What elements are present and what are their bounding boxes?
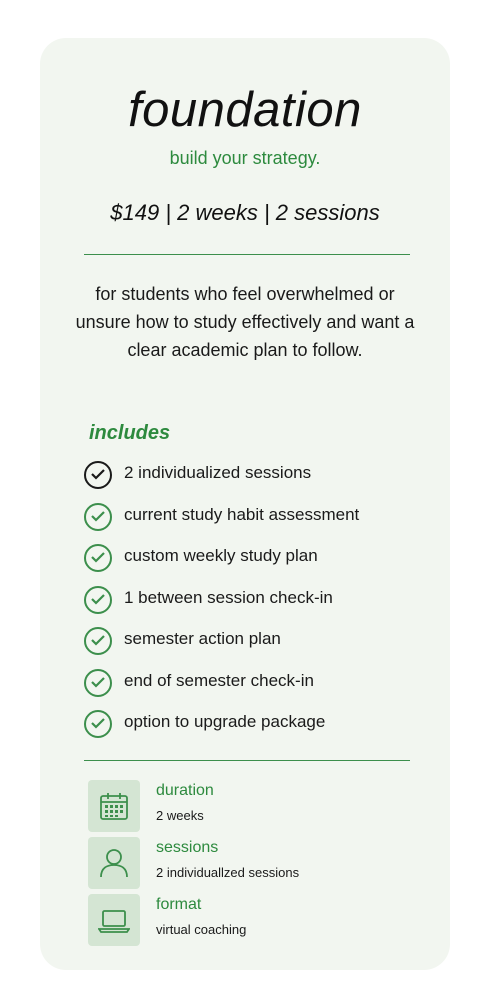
laptop-icon	[88, 894, 140, 946]
check-circle-icon	[84, 627, 112, 655]
calendar-icon	[88, 780, 140, 832]
feature-item	[84, 585, 444, 613]
package-title: foundation	[128, 83, 362, 137]
check-circle-icon	[84, 503, 112, 531]
top-divider	[84, 254, 410, 255]
info-value: 2 individuallzed sessions	[156, 865, 300, 880]
info-label: sessions	[156, 839, 219, 856]
info-value: 2 weeks	[156, 808, 204, 823]
feature-text: current study habit assessment	[124, 505, 360, 524]
feature-text: semester action plan	[124, 629, 281, 648]
feature-item	[84, 668, 444, 696]
package-description: for students who feel overwhelmed or unsure how to study effectively and want a clear academic plan to follow.	[75, 284, 415, 360]
check-circle-icon	[84, 710, 112, 738]
info-row-duration	[88, 780, 408, 832]
pricing-card	[40, 38, 450, 970]
bottom-divider	[84, 760, 410, 761]
info-label: duration	[156, 782, 214, 799]
check-circle-icon	[84, 544, 112, 572]
includes-heading: includes	[89, 422, 171, 444]
feature-item	[84, 460, 444, 488]
person-icon	[88, 837, 140, 889]
feature-item	[84, 626, 444, 654]
info-label: format	[156, 896, 202, 913]
info-row-sessions	[88, 837, 408, 889]
feature-item	[84, 543, 444, 571]
info-row-format	[88, 894, 408, 946]
check-circle-icon	[84, 586, 112, 614]
info-value: virtual coaching	[156, 922, 247, 937]
feature-item	[84, 502, 444, 530]
check-circle-icon	[84, 461, 112, 489]
feature-text: end of semester check-in	[124, 671, 314, 690]
feature-text: custom weekly study plan	[124, 546, 318, 565]
price-line: $149 | 2 weeks | 2 sessions	[110, 200, 380, 225]
feature-text: 2 individualized sessions	[124, 463, 312, 482]
package-subtitle: build your strategy.	[169, 148, 321, 168]
feature-text: 1 between session check-in	[124, 588, 333, 607]
check-circle-icon	[84, 669, 112, 697]
feature-text: option to upgrade package	[124, 712, 326, 731]
feature-item	[84, 709, 444, 737]
